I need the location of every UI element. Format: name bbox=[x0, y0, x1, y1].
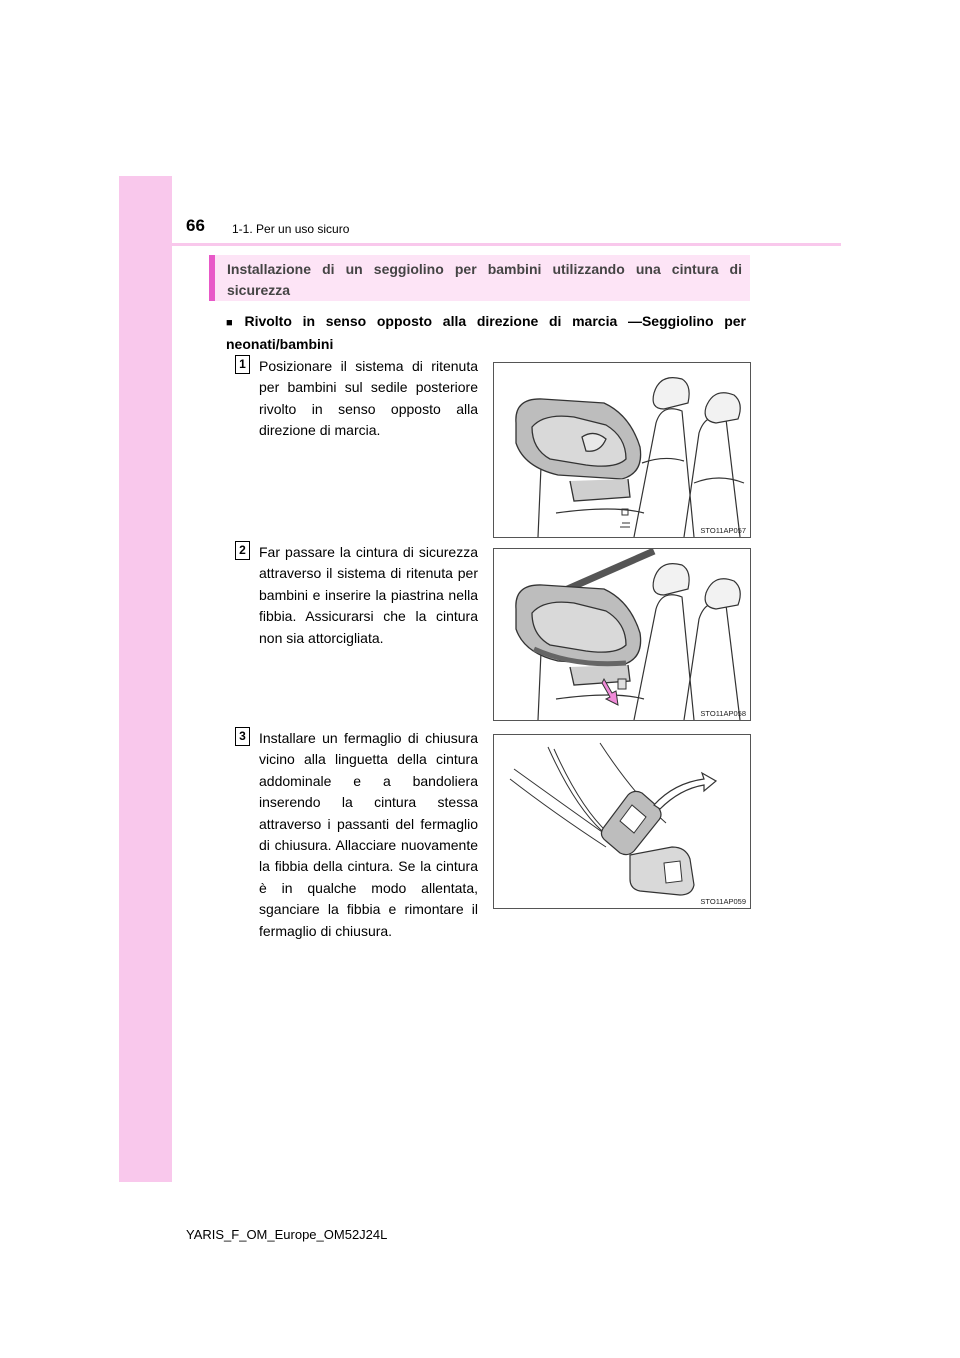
step-2-badge: 2 bbox=[235, 541, 250, 560]
side-margin-band bbox=[119, 176, 172, 1182]
figure-child-seat-placement bbox=[493, 362, 751, 538]
child-seat-rear-seat-illustration bbox=[494, 363, 750, 537]
figure-code: STO11AP057 bbox=[700, 526, 746, 535]
subheading bbox=[226, 311, 746, 355]
square-bullet-icon: ■ bbox=[226, 317, 240, 329]
section-title: Installazione di un seggiolino per bambini utilizzando una cintura di sicurezza bbox=[227, 261, 742, 298]
figure-code: STO11AP059 bbox=[700, 897, 746, 906]
step-3-badge: 3 bbox=[235, 727, 250, 746]
step-1-text: Posizionare il sistema di ritenuta per bambini sul sedile posteriore rivolto in senso opposto alla direzione di marcia. bbox=[259, 358, 478, 439]
subheading-text: Rivolto in senso opposto alla direzione di marcia —Seggiolino per neonati/bambini bbox=[226, 313, 746, 352]
figure-code: STO11AP058 bbox=[700, 709, 746, 718]
locking-clip-illustration bbox=[494, 735, 750, 908]
section-title-box bbox=[209, 255, 750, 301]
section-label: 1-1. Per un uso sicuro bbox=[232, 222, 350, 236]
header-rule bbox=[119, 243, 841, 246]
step-2-text: Far passare la cintura di sicurezza attraverso il sistema di ritenuta per bambini e inserire la piastrina nella fibbia. Assicurarsi che la cintura non sia attorcigliata. bbox=[259, 544, 478, 646]
page-number: 66 bbox=[186, 216, 205, 235]
belt-through-seat-illustration bbox=[494, 549, 750, 720]
step-1-badge: 1 bbox=[235, 355, 250, 374]
figure-belt-routing bbox=[493, 548, 751, 721]
figure-locking-clip bbox=[493, 734, 751, 909]
step-3-text: Installare un fermaglio di chiusura vicino alla linguetta della cintura addominale e a bandoliera inserendo la cintura stessa attraverso i passanti del fermaglio di chiusura. Allacciare nuovamente la fibbia della cintura. Se la cintura è in qualche modo allentata, sganciare la fibbia e rimontare il fermaglio di chiusura. bbox=[259, 730, 478, 939]
document-footer: YARIS_F_OM_Europe_OM52J24L bbox=[186, 1227, 388, 1242]
